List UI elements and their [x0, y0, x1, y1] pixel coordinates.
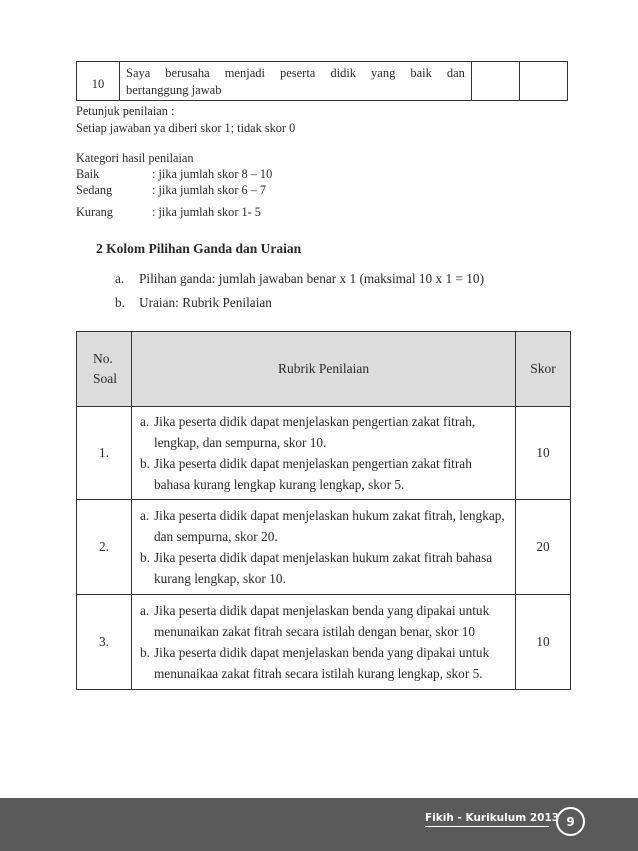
- statement-line-2: bertanggung jawab: [126, 83, 222, 97]
- rubric-cell: [131, 500, 515, 595]
- row-number: 2.: [77, 500, 132, 595]
- rubric-item: a. Jika peserta didik dapat menjelaskan pengertian zakat fitrah, lengkap, dan sempurna, skor 10.: [139, 414, 476, 450]
- rubric-header-row: [77, 332, 571, 407]
- section-item-b: b. Uraian: Rubrik Penilaian: [115, 295, 272, 310]
- row-number: 3.: [77, 595, 132, 690]
- page-number: 9: [556, 807, 585, 836]
- categories-title: Kategori hasil penilaian: [76, 151, 194, 165]
- score-cell: 10: [516, 407, 571, 500]
- table-row: [77, 407, 571, 500]
- section-item-a: a. Pilihan ganda: jumlah jawaban benar x 1 (maksimal 10 x 1 = 10): [115, 271, 485, 286]
- rubric-item: a. Jika peserta didik dapat menjelaskan benda yang dipakai untuk menunaikan zakat fitrah secara istilah dengan benar, skor 10: [139, 603, 490, 639]
- header-rubrik: Rubrik Penilaian: [131, 332, 515, 407]
- rubric-item: b. Jika peserta didik dapat menjelaskan benda yang dipakai untuk menunaikaa zakat fitrah secara istilah kurang lengkap, skor 5.: [139, 645, 490, 681]
- rubric-item: b. Jika peserta didik dapat menjelaskan pengertian zakat fitrah bahasa kurang lengkap kurang lengkap, skor 5.: [139, 456, 472, 492]
- category-kurang: Kurang : jika jumlah skor 1- 5: [76, 205, 261, 219]
- score-cell: 10: [516, 595, 571, 690]
- category-sedang: Sedang : jika jumlah skor 6 – 7: [76, 183, 267, 197]
- table-row: [77, 500, 571, 595]
- footer-book-title: Fikih - Kurikulum 2013: [425, 812, 560, 824]
- header-no-soal: No. Soal: [77, 332, 132, 407]
- table-row: [77, 595, 571, 690]
- rubric-item: b. Jika peserta didik dapat menjelaskan hukum zakat fitrah bahasa kurang lengkap, skor 10.: [139, 550, 493, 586]
- rubric-cell: [131, 595, 515, 690]
- checkbox-tidak: [520, 62, 567, 100]
- score-cell: 20: [516, 500, 571, 595]
- category-baik: Baik : jika jumlah skor 8 – 10: [76, 167, 273, 181]
- attitude-table-row: [76, 61, 568, 101]
- instructions-title: Petunjuk penilaian :: [76, 104, 175, 118]
- rubric-item: a. Jika peserta didik dapat menjelaskan hukum zakat fitrah, lengkap, dan sempurna, skor 20.: [139, 508, 505, 544]
- rubric-cell: [131, 407, 515, 500]
- rubric-table: [76, 331, 571, 690]
- section-title: 2 Kolom Pilihan Ganda dan Uraian: [96, 241, 302, 256]
- footer-bar: [0, 798, 638, 851]
- statement-cell: [120, 62, 472, 100]
- instructions-rule: Setiap jawaban ya diberi skor 1; tidak skor 0: [76, 121, 296, 135]
- row-number: 1.: [77, 407, 132, 500]
- checkbox-ya: [472, 62, 520, 100]
- statement-line-1: Saya berusaha menjadi peserta didik yang baik dan: [126, 66, 465, 80]
- footer-divider: [425, 826, 549, 827]
- row-number: 10: [77, 62, 120, 100]
- header-skor: Skor: [516, 332, 571, 407]
